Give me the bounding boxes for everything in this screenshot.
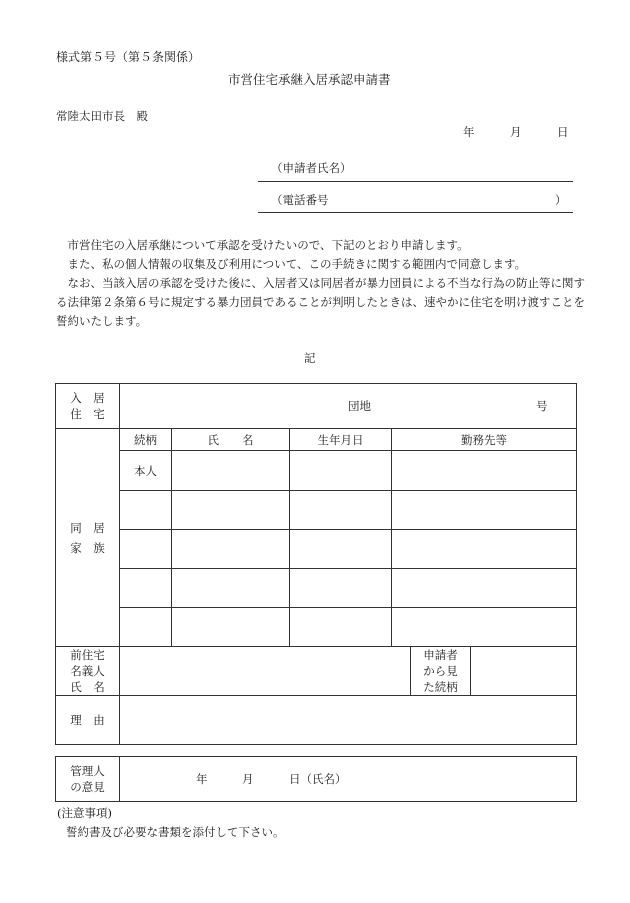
family-name-cell[interactable] (172, 608, 290, 647)
document-title: 市営住宅承継入居承認申請書 (228, 72, 391, 87)
application-table (55, 383, 577, 745)
family-workplace-cell[interactable] (392, 569, 577, 608)
residence-label: 入 居 住 宅 (56, 384, 120, 429)
date-month: 月 (510, 125, 522, 139)
table-row (56, 569, 577, 608)
previous-holder-label: 前住宅 名義人 氏 名 (56, 647, 120, 696)
residence-field[interactable] (120, 384, 577, 429)
notes-text: 誓約書及び必要な書類を添付して下さい。 (66, 825, 285, 839)
family-birthdate-cell[interactable] (290, 491, 392, 530)
manager-opinion-table (55, 756, 577, 802)
paragraph-pledge: なお、当該入居の承認を受けた後に、入居者又は同居者が暴力団員による不当な行為の防止等に関する法律第２条第６号に規定する暴力団員であることが判明したときは、速やかに住宅を明け渡すことを誓約いたします。 (56, 276, 585, 328)
family-workplace-cell[interactable] (392, 451, 577, 491)
table-row (56, 491, 577, 530)
body-text (56, 236, 596, 331)
family-relation-cell[interactable] (120, 530, 172, 569)
applicant-phone-close: ） (555, 193, 567, 207)
applicant-name-line (258, 181, 573, 182)
table-row (56, 451, 577, 491)
header-workplace: 勤務先等 (392, 429, 577, 451)
manager-opinion-field[interactable] (120, 757, 577, 802)
family-birthdate-cell[interactable] (290, 451, 392, 491)
danchi-label: 団地 (348, 399, 371, 413)
applicant-phone-line (258, 212, 573, 213)
table-row (56, 608, 577, 647)
family-relation-cell[interactable] (120, 491, 172, 530)
family-relation-cell[interactable]: 本人 (120, 451, 172, 491)
family-relation-cell[interactable] (120, 608, 172, 647)
family-workplace-cell[interactable] (392, 530, 577, 569)
header-name: 氏 名 (172, 429, 290, 451)
family-birthdate-cell[interactable] (290, 530, 392, 569)
manager-month: 月 (242, 772, 254, 786)
family-name-cell[interactable] (172, 530, 290, 569)
family-name-cell[interactable] (172, 491, 290, 530)
notes-heading: (注意事項) (57, 806, 112, 820)
manager-year: 年 (196, 772, 208, 786)
manager-day-name: 日（氏名） (289, 772, 347, 786)
form-number: 様式第５号（第５条関係） (56, 50, 201, 64)
header-relation: 続柄 (120, 429, 172, 451)
addressee: 常陸太田市長 殿 (56, 109, 148, 123)
family-relation-cell[interactable] (120, 569, 172, 608)
family-name-cell[interactable] (172, 451, 290, 491)
paragraph-request: 市営住宅の入居承継について承認を受けたいので、下記のとおり申請します。 (67, 238, 469, 252)
reason-field[interactable] (120, 696, 577, 745)
relation-to-applicant-label: 申請者 から見 た続柄 (411, 647, 471, 696)
family-birthdate-cell[interactable] (290, 608, 392, 647)
header-birthdate: 生年月日 (290, 429, 392, 451)
family-workplace-cell[interactable] (392, 491, 577, 530)
family-workplace-cell[interactable] (392, 608, 577, 647)
family-birthdate-cell[interactable] (290, 569, 392, 608)
family-label: 同 居 家 族 (56, 429, 120, 647)
relation-to-applicant-field[interactable] (471, 647, 577, 696)
date-day: 日 (557, 125, 569, 139)
date-year: 年 (463, 125, 475, 139)
applicant-phone-label: （電話番号 (271, 193, 329, 207)
manager-label: 管理人 の意見 (56, 757, 120, 802)
reason-label: 理 由 (56, 696, 120, 745)
paragraph-consent: また、私の個人情報の収集及び利用について、この手続きに関する範囲内で同意します。 (67, 257, 527, 271)
table-row (56, 530, 577, 569)
ki-heading: 記 (304, 351, 316, 365)
go-label: 号 (536, 399, 548, 413)
previous-holder-name-field[interactable] (120, 647, 411, 696)
family-name-cell[interactable] (172, 569, 290, 608)
applicant-name-label: （申請者氏名） (271, 161, 352, 175)
